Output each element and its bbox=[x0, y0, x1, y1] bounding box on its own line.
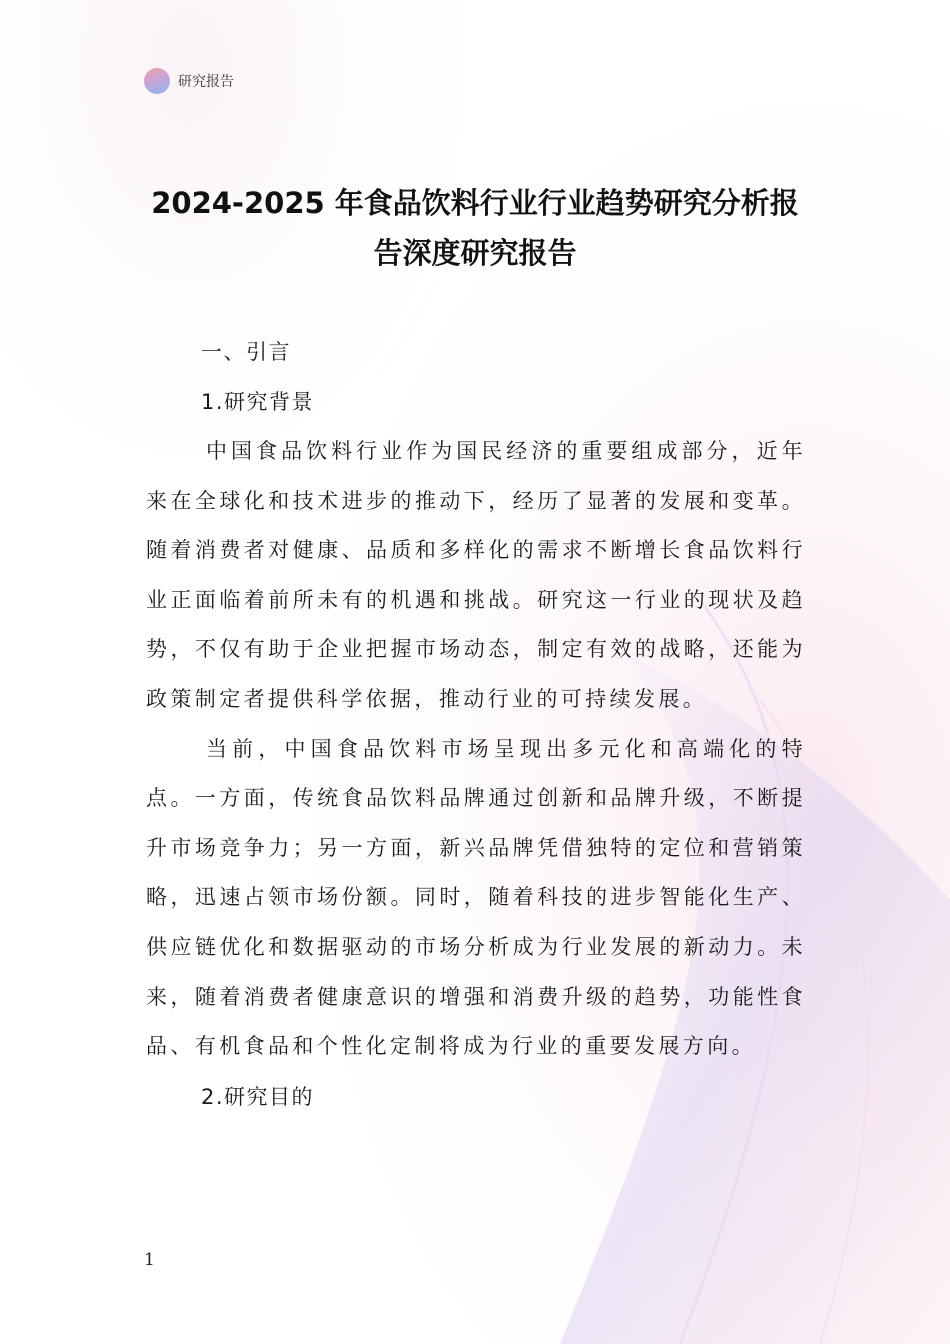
subsection-heading-background: 1.研究背景 bbox=[201, 390, 315, 414]
title-line-2: 告深度研究报告 bbox=[373, 236, 577, 270]
document-body bbox=[146, 327, 806, 1122]
document-title bbox=[140, 178, 810, 278]
title-line-1: 2024-2025 年食品饮料行业行业趋势研究分析报 bbox=[151, 186, 799, 220]
section-heading-intro: 一、引言 bbox=[201, 340, 291, 364]
paragraph-background-1: 中国食品饮料行业作为国民经济的重要组成部分，近年来在全球化和技术进步的推动下，经历了显著的发展和变革。随着消费者对健康、品质和多样化的需求不断增长食品饮料行业正面临着前所未有的机遇和挑战。研究这一行业的现状及趋势，不仅有助于企业把握市场动态，制定有效的战略，还能为政策制定者提供科学依据，推动行业的可持续发展。 bbox=[146, 439, 806, 711]
report-header bbox=[144, 66, 234, 96]
page-number: 1 bbox=[144, 1250, 155, 1270]
header-label: 研究报告 bbox=[178, 74, 234, 90]
logo-circle-icon bbox=[144, 68, 170, 94]
subsection-heading-purpose: 2.研究目的 bbox=[201, 1084, 315, 1109]
paragraph-background-2: 当前，中国食品饮料市场呈现出多元化和高端化的特点。一方面，传统食品饮料品牌通过创新和品牌升级，不断提升市场竞争力；另一方面，新兴品牌凭借独特的定位和营销策略，迅速占领市场份额。同时，随着科技的进步智能化生产、供应链优化和数据驱动的市场分析成为行业发展的新动力。未来，随着消费者健康意识的增强和消费升级的趋势，功能性食品、有机食品和个性化定制将成为行业的重要发展方向。 bbox=[146, 736, 806, 1059]
